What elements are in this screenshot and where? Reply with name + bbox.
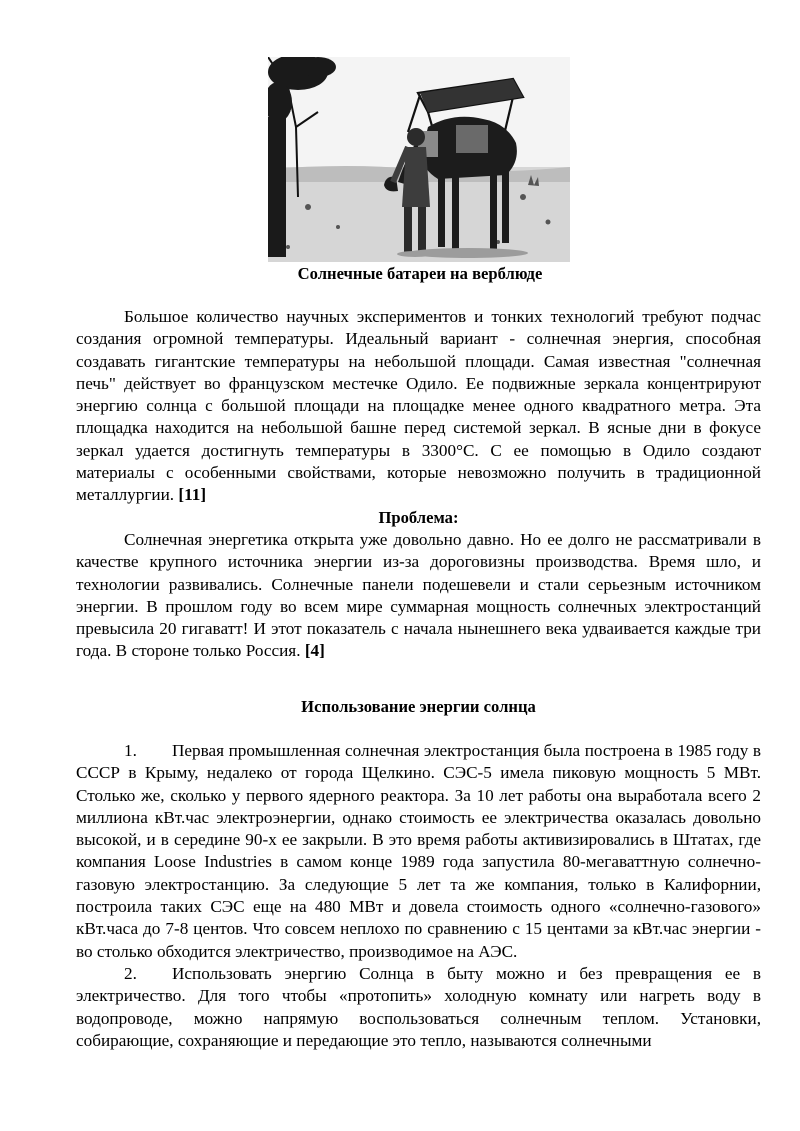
camel-photo xyxy=(268,57,570,262)
problem-paragraph xyxy=(76,529,761,663)
list-item-text: Первая промышленная солнечная электростанция была построена в 1985 году в СССР в Крыму, недалеко от города Щелкино. СЭС-5 имела пиковую мощность 5 МВт. Столько же, сколько у первого ядерного реактора. За 10 лет работы она выработала всего 2 миллиона кВт.час электроэнергии, однако стоимость ее электричества оказалась довольно высокой, и в середине 90-х ее закрыли. В это время работы активизировались в Штатах, где компания Loose Industries в самом конце 1989 года запустила 80-мегаваттную солнечно-газовую электростанцию. За следующие 5 лет та же компания, только в Калифорнии, построила таких СЭС еще на 480 МВт и довела стоимость одного «солнечно-газового» кВт.часа до 7-8 центов. Что совсем неплохо по сравнению с 15 центами за кВт.час энергии - во столько обходится электричество, производимое на АЭС. xyxy=(76,741,761,961)
intro-paragraph xyxy=(76,306,761,507)
problem-text: Солнечная энергетика открыта уже довольно давно. Но ее долго не рассматривали в качестве крупного источника энергии из-за дороговизны производства. Время шло, и технологии развивались. Солнечные панели подешевели и стали серьезным источником энергии. В прошлом году во всем мире суммарная мощность солнечных электростанций превысила 20 гигаватт! И этот показатель с начала нынешнего века удваивается каждые три года. В стороне только Россия. xyxy=(76,529,761,661)
intro-reference: [11] xyxy=(178,485,207,505)
problem-heading: Проблема: xyxy=(378,507,459,527)
figure-caption: Солнечные батареи на верблюде xyxy=(297,264,543,283)
camel-photo-image xyxy=(268,57,570,262)
usage-list xyxy=(76,740,761,1052)
list-item-number: 1. xyxy=(124,741,137,760)
list-item-number: 2. xyxy=(124,963,137,983)
usage-heading: Использование энергии солнца xyxy=(301,697,536,716)
list-item xyxy=(76,963,761,1052)
list-item-text: Использовать энергию Солнца в быту можно и без превращения ее в электричество. Для того чтобы «протопить» холодную комнату или нагреть воду в водопроводе, можно напрямую воспользоваться солнечным теплом. Установки, собирающие, сохраняющие и передающие это тепло, называются солнечными xyxy=(76,963,761,1050)
list-item xyxy=(76,740,761,963)
intro-section xyxy=(76,306,761,663)
intro-text: Большое количество научных экспериментов и тонких технологий требуют подчас создания огромной температуры. Идеальный вариант - солнечная энергия, способная создавать гигантские температуры на небольшой площади. Самая известная "солнечная печь" действует во французском местечке Одило. Ее подвижные зеркала концентрируют энергию солнца с большой площади на площадке менее одного квадратного метра. Эта площадка находится на небольшой башне перед системой зеркал. В ясные дни в фокусе зеркал удается достигнуть температуры в 3300°С. С ее помощью в Одило создают материалы с особенными свойствами, которые невозможно получить в традиционной металлургии. xyxy=(76,307,761,505)
problem-reference: [4] xyxy=(304,641,325,661)
